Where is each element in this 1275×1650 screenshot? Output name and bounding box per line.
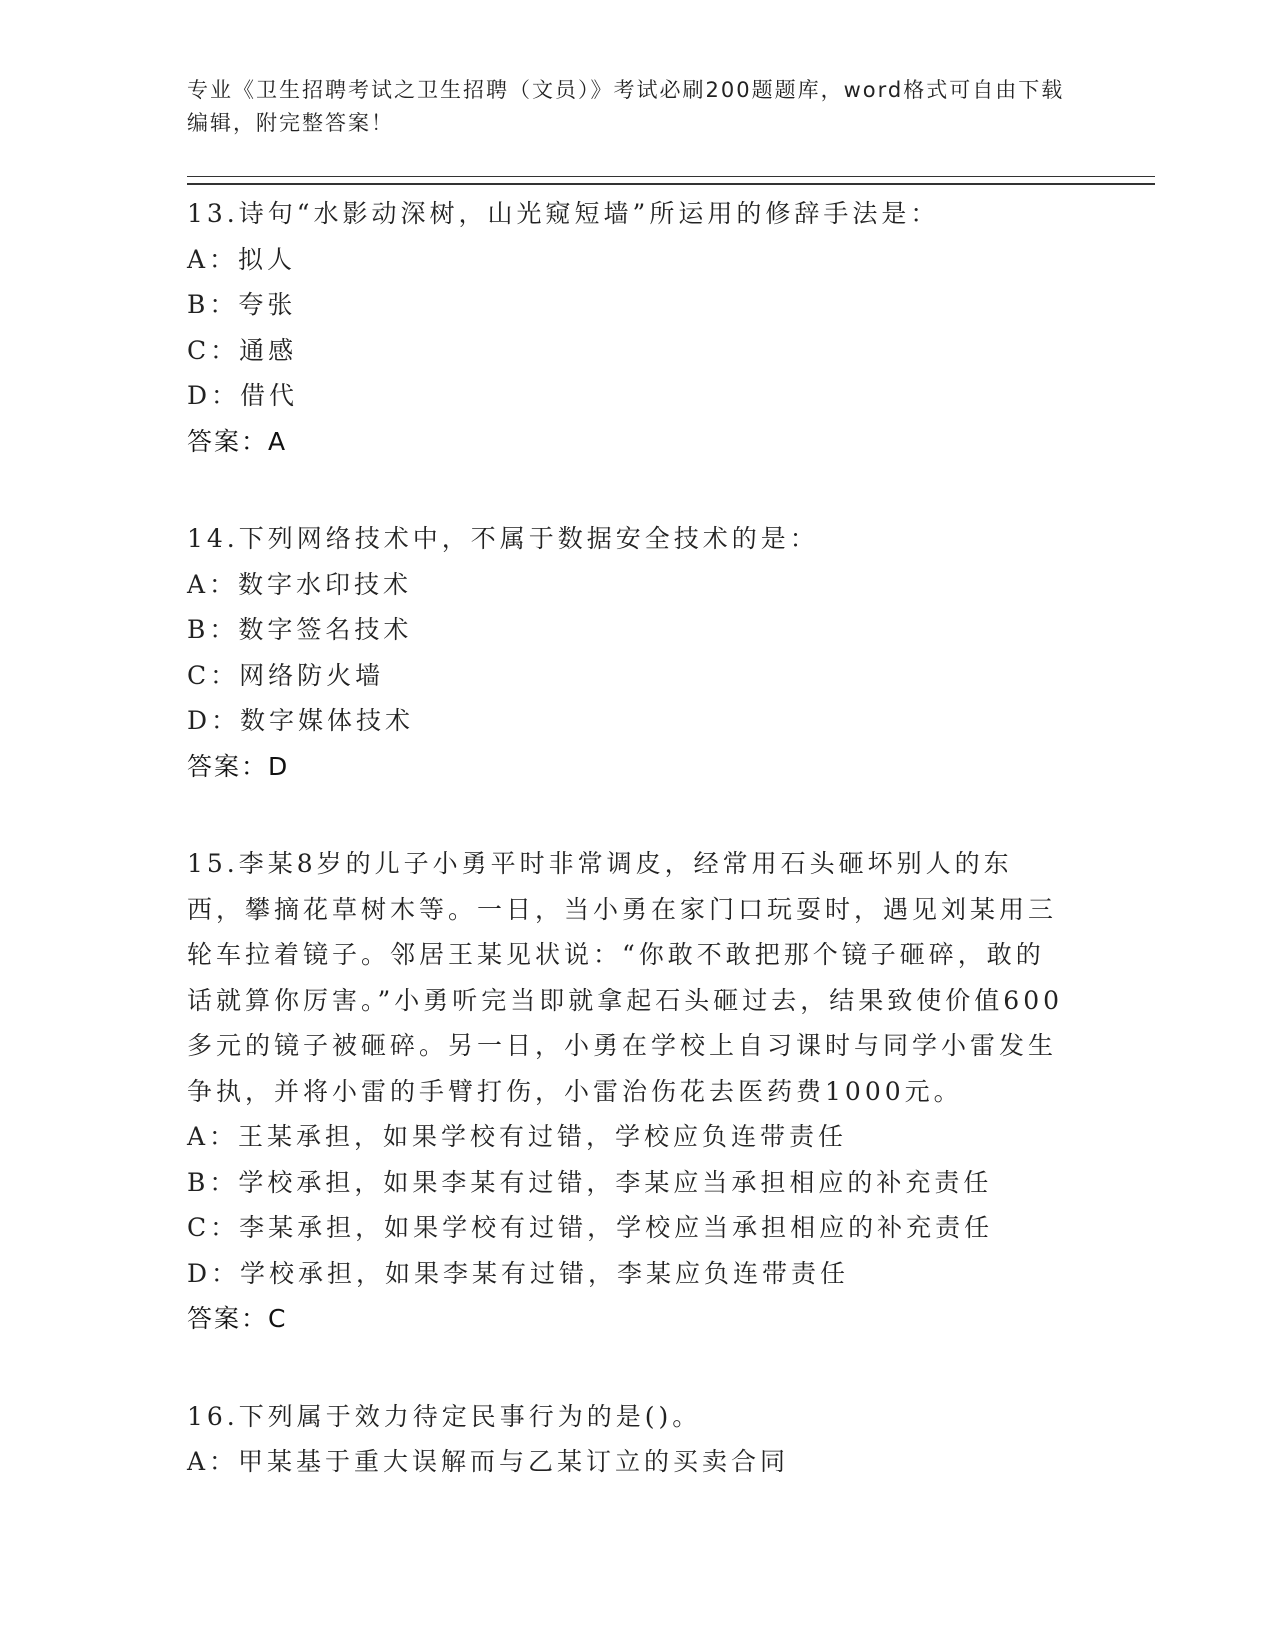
option-b: B：夸张: [187, 290, 297, 319]
option-b: B：学校承担，如果李某有过错，李某应当承担相应的补充责任: [187, 1167, 993, 1197]
option-c: C：通感: [187, 335, 298, 365]
option-a: A：甲某基于重大误解而与乙某订立的买卖合同: [187, 1447, 790, 1476]
question-16: [187, 1394, 1067, 1485]
option-d: D：借代: [187, 381, 299, 410]
question-14: [187, 516, 1067, 789]
question-13: [187, 191, 1067, 464]
document-header: 专业《卫生招聘考试之卫生招聘（文员）》考试必刷200题题库，word格式可自由下载编辑，附完整答案！: [187, 78, 1065, 135]
answer: 答案：A: [187, 426, 288, 456]
header-divider-thin: [187, 176, 1155, 177]
option-a: A：王某承担，如果学校有过错，学校应负连带责任: [187, 1122, 848, 1151]
option-c: C：网络防火墙: [187, 660, 385, 690]
answer: 答案：C: [187, 1304, 288, 1333]
option-a: A：拟人: [187, 244, 297, 274]
answer: 答案：D: [187, 751, 290, 781]
option-d: D：学校承担，如果李某有过错，李某应负连带责任: [187, 1258, 850, 1288]
option-b: B：数字签名技术: [187, 615, 413, 644]
question-stem: 16.下列属于效力待定民事行为的是()。: [187, 1401, 702, 1431]
question-15: [187, 841, 1067, 1342]
question-list: [187, 191, 1067, 1537]
question-stem: 13.诗句“水影动深树，山光窥短墙”所运用的修辞手法是：: [187, 199, 940, 228]
question-stem: 14.下列网络技术中，不属于数据安全技术的是：: [187, 524, 819, 553]
option-d: D：数字媒体技术: [187, 706, 415, 735]
header-divider-thick: [187, 183, 1155, 185]
question-stem: 15.李某8岁的儿子小勇平时非常调皮，经常用石头砸坏别人的东西，攀摘花草树木等。一日，当小勇在家门口玩耍时，遇见刘某用三轮车拉着镜子。邻居王某见状说：“你敢不敢把那个镜子砸碎，敢的话就算你厉害。”小勇听完当即就拿起石头砸过去，结果致使价值600多元的镜子被砸碎。另一日，小勇在学校上自习课时与同学小雷发生争执，并将小雷的手臂打伤，小雷治伤花去医药费1000元。: [187, 849, 1064, 1106]
option-c: C：李某承担，如果学校有过错，学校应当承担相应的补充责任: [187, 1213, 994, 1242]
option-a: A：数字水印技术: [187, 569, 413, 599]
